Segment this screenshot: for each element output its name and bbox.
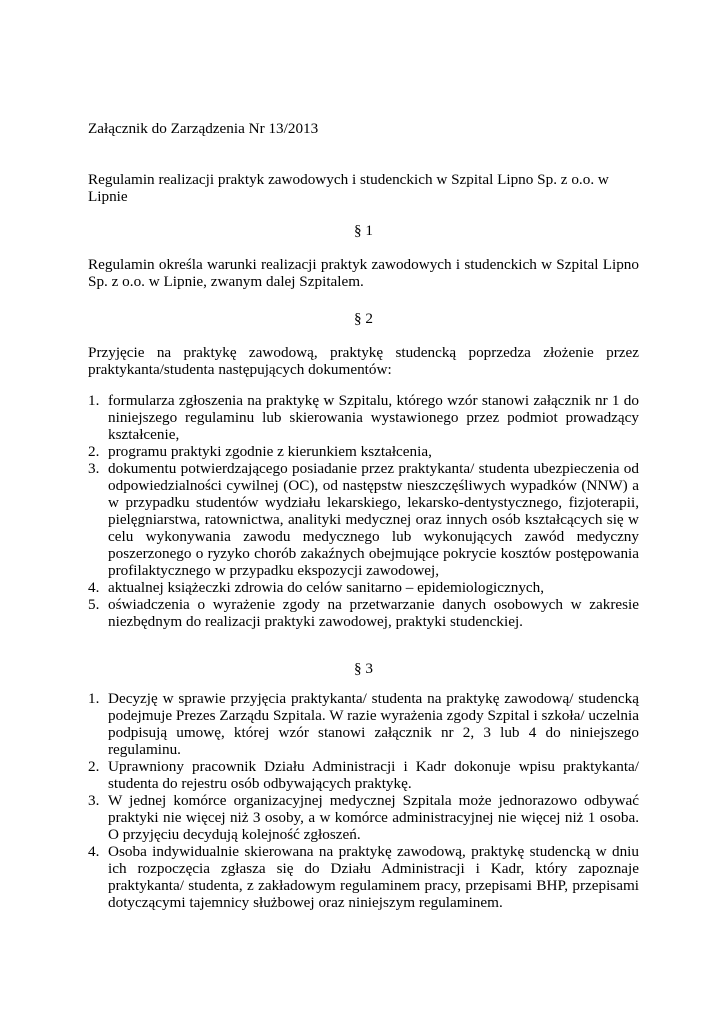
- section-2-heading: § 2: [354, 310, 373, 327]
- list-item-text: W jednej komórce organizacyjnej medycznej Szpitala może jednorazowo odbywać praktyki nie więcej niż 3 osoby, a w komórce administracyjnej nie więcej niż 1 osoba. O przyjęciu decydują kolejność zgłoszeń.: [108, 792, 639, 843]
- list-item: [88, 690, 639, 758]
- list-item: [88, 392, 639, 443]
- section-2-paragraph: Przyjęcie na praktykę zawodową, praktykę studencką poprzedza złożenie przez praktykanta/studenta następujących dokumentów:: [88, 344, 639, 378]
- list-item: [88, 460, 639, 579]
- list-item-number: 3.: [88, 792, 100, 809]
- list-item: [88, 579, 639, 596]
- list-item-number: 2.: [88, 443, 100, 460]
- list-item-number: 1.: [88, 690, 100, 707]
- list-item-text: formularza zgłoszenia na praktykę w Szpitalu, którego wzór stanowi załącznik nr 1 do niniejszego regulaminu lub skierowania wystawionego przez podmiot prowadzący kształcenie,: [108, 392, 639, 443]
- section-3-rules-list: [88, 690, 639, 911]
- document-title: Regulamin realizacji praktyk zawodowych i studenckich w Szpital Lipno Sp. z o.o. w Lipnie: [88, 171, 609, 205]
- section-1-paragraph: Regulamin określa warunki realizacji praktyk zawodowych i studenckich w Szpital Lipno Sp. z o.o. w Lipnie, zwanym dalej Szpitalem.: [88, 256, 639, 290]
- list-item-number: 1.: [88, 392, 100, 409]
- list-item-number: 2.: [88, 758, 100, 775]
- list-item-number: 5.: [88, 596, 100, 613]
- list-item-text: programu praktyki zgodnie z kierunkiem kształcenia,: [108, 443, 432, 460]
- section-1-heading: § 1: [354, 222, 373, 239]
- list-item: [88, 843, 639, 911]
- list-item: [88, 443, 639, 460]
- list-item-text: Uprawniony pracownik Działu Administracji i Kadr dokonuje wpisu praktykanta/ studenta do rejestru osób odbywających praktykę.: [108, 758, 639, 792]
- list-item-text: dokumentu potwierdzającego posiadanie przez praktykanta/ studenta ubezpieczenia od odpowiedzialności cywilnej (OC), od następstw nieszczęśliwych wypadków (NNW) a w przypadku studentów wydziału lekarskiego, lekarsko-dentystycznego, fizjoterapii, pielęgniarstwa, ratownictwa, analityki medycznej oraz innych osób kształcących się w celu wykonywania zawodu medycznego lub wykonujących zawód medyczny poszerzonego o ryzyko chorób zakaźnych obejmujące pokrycie kosztów postępowania profilaktycznego w przypadku ekspozycji zawodowej,: [108, 460, 639, 579]
- list-item: [88, 792, 639, 843]
- list-item: [88, 758, 639, 792]
- list-item-text: aktualnej książeczki zdrowia do celów sanitarno – epidemiologicznych,: [108, 579, 545, 596]
- list-item-number: 4.: [88, 843, 100, 860]
- annex-line: Załącznik do Zarządzenia Nr 13/2013: [88, 120, 319, 137]
- list-item-number: 3.: [88, 460, 100, 477]
- list-item-text: Decyzję w sprawie przyjęcia praktykanta/ studenta na praktykę zawodową/ studencką podejmuje Prezes Zarządu Szpitala. W razie wyrażenia zgody Szpital i szkoła/ uczelnia podpisują umowę, której wzór stanowi załącznik nr 2, 3 lub 4 do niniejszego regulaminu.: [108, 690, 639, 758]
- section-2-document-list: [88, 392, 639, 630]
- list-item: [88, 596, 639, 630]
- list-item-text: oświadczenia o wyrażenie zgody na przetwarzanie danych osobowych w zakresie niezbędnym do realizacji praktyki zawodowej, praktyki studenckiej.: [108, 596, 639, 630]
- list-item-number: 4.: [88, 579, 100, 596]
- section-3-heading: § 3: [354, 660, 373, 677]
- list-item-text: Osoba indywidualnie skierowana na praktykę zawodową, praktykę studencką w dniu ich rozpoczęcia zgłasza się do Działu Administracji i Kadr, który zapoznaje praktykanta/ studenta, z zakładowym regulaminem pracy, przepisami BHP, przepisami dotyczącymi tajemnicy służbowej oraz niniejszym regulaminem.: [108, 843, 639, 911]
